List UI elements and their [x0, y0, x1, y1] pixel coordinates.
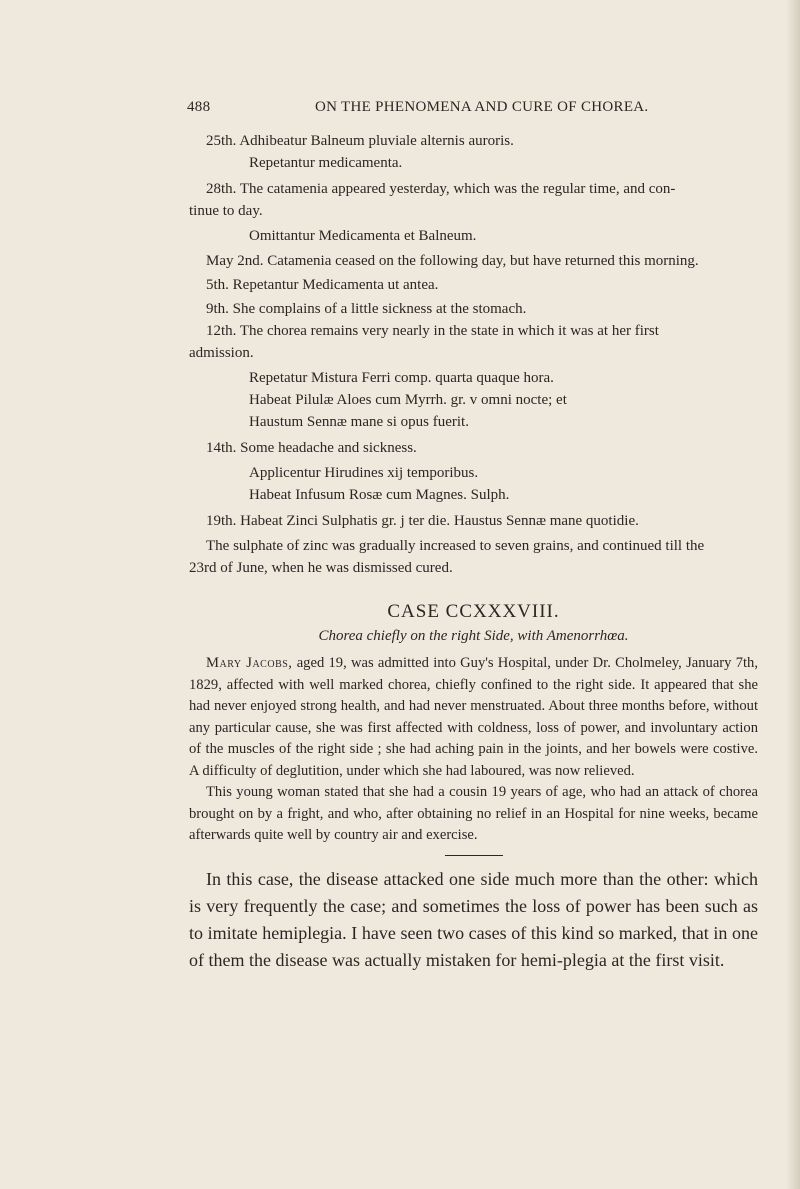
- entry-12th-rx-1: Repetatur Mistura Ferri comp. quarta quaque hora.: [249, 370, 554, 386]
- entry-summary-cont: 23rd of June, when he was dismissed cured.: [189, 560, 453, 576]
- entry-25th-rx: Repetantur medicamenta.: [249, 155, 403, 171]
- case-title: CASE CCXXXVIII.: [387, 601, 560, 622]
- case-paragraph-1-text: aged 19, was admitted into Guy's Hospital, under Dr. Cholmeley, January 7th, 1829, affected with well marked chorea, chiefly confined to the right side. It appeared that she had never enjoyed strong health, and had never menstruated. About three months before, without any particular cause, she was first affected with coldness, loss of power, and involuntary action of the muscles of the right side ; she had aching pain in the joints, and her bowels were costive. A difficulty of deglutition, under which she had laboured, was now relieved.: [189, 655, 758, 779]
- page-edge-shadow: [786, 0, 800, 1189]
- entry-12th-rx-2: Habeat Pilulæ Aloes cum Myrrh. gr. v omni nocte; et: [249, 392, 567, 408]
- entry-28th: 28th. The catamenia appeared yesterday, which was the regular time, and con-: [206, 181, 676, 197]
- entry-14th-rx-1: Applicentur Hirudines xij temporibus.: [249, 465, 479, 481]
- entry-5th: 5th. Repetantur Medicamenta ut antea.: [206, 277, 439, 293]
- entry-summary: The sulphate of zinc was gradually increased to seven grains, and continued till the: [206, 538, 705, 554]
- entry-14th: 14th. Some headache and sickness.: [206, 440, 417, 456]
- entry-14th-rx-2: Habeat Infusum Rosæ cum Magnes. Sulph.: [249, 487, 510, 503]
- page-number: 488: [187, 99, 211, 115]
- patient-name: Mary Jacobs,: [206, 655, 293, 671]
- entry-19th: 19th. Habeat Zinci Sulphatis gr. j ter die. Haustus Sennæ mane quotidie.: [206, 513, 639, 529]
- entry-28th-cont: tinue to day.: [189, 203, 263, 219]
- case-subtitle: Chorea chiefly on the right Side, with Amenorrhœa.: [318, 628, 629, 644]
- case-paragraph-2: This young woman stated that she had a cousin 19 years of age, who had an attack of chorea brought on by a fright, and who, after obtaining no relief in an Hospital for nine weeks, became afterwards quite well by country air and exercise.: [189, 784, 758, 843]
- entry-12th-cont: admission.: [189, 345, 254, 361]
- entry-12th-rx-3: Haustum Sennæ mane si opus fuerit.: [249, 414, 469, 430]
- page-body: [189, 130, 758, 974]
- section-divider: [445, 855, 503, 856]
- entry-may-2nd: May 2nd. Catamenia ceased on the following day, but have returned this morning.: [206, 253, 699, 269]
- entry-25th: 25th. Adhibeatur Balneum pluviale alternis auroris.: [206, 133, 514, 149]
- case-paragraph-1: [189, 653, 758, 782]
- entry-9th: 9th. She complains of a little sickness at the stomach.: [206, 301, 527, 317]
- commentary-paragraph: In this case, the disease attacked one side much more than the other: which is very frequently the case; and sometimes the loss of power has been such as to imitate hemiplegia. I have seen two cases of this kind so marked, that in one of them the disease was actually mistaken for hemi-plegia at the first visit.: [189, 868, 758, 970]
- entry-28th-rx: Omittantur Medicamenta et Balneum.: [249, 228, 477, 244]
- entry-12th: 12th. The chorea remains very nearly in the state in which it was at her first: [206, 323, 659, 339]
- running-title: ON THE PHENOMENA AND CURE OF CHOREA.: [315, 99, 649, 115]
